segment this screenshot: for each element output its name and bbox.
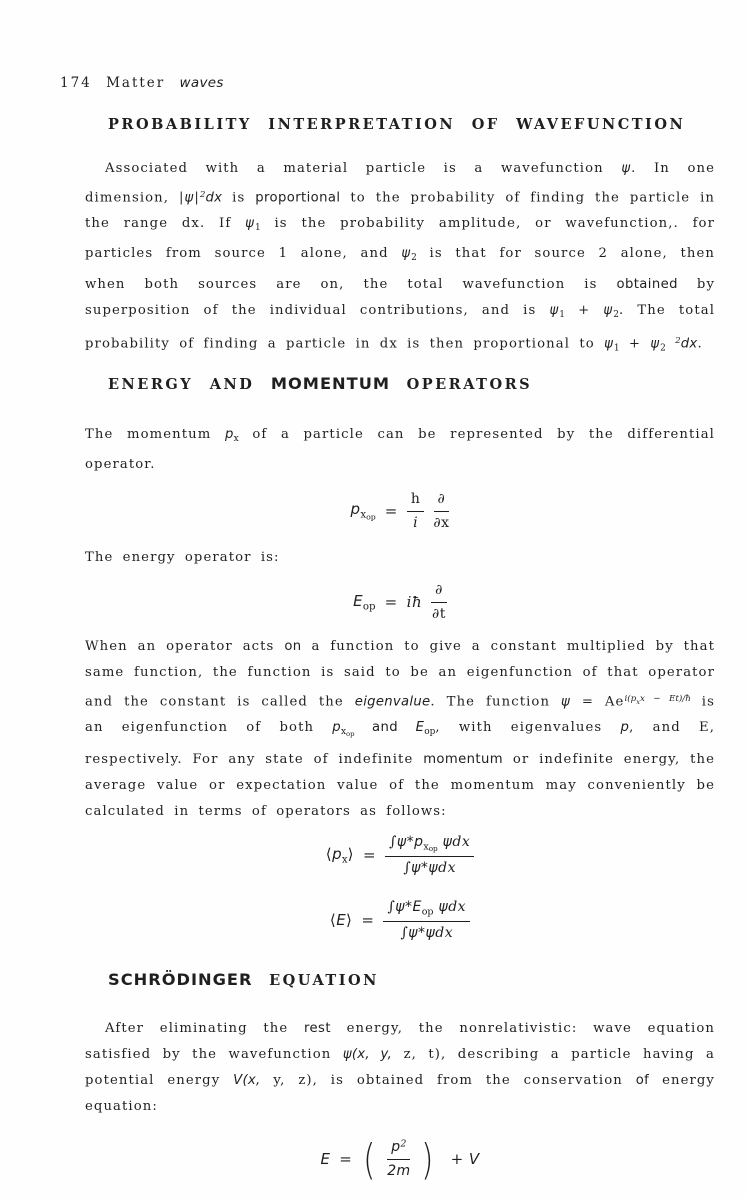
momentum-operator-equation — [85, 490, 715, 533]
fraction-partial-t — [431, 581, 447, 624]
fraction-partial-x — [433, 490, 449, 533]
equals-sign: = — [361, 910, 375, 929]
fraction-denominator: i — [413, 515, 419, 532]
paragraph-probability: Associated with a material particle is a wavefunction ψ. In one dimension, $|\psi|^2dx$ is proportional to the probability of finding the particle in the range dx. If $\psi_1$ is the probability amplitude, or wavefunction,. for particles from source 1 alone, and $\psi_2$ is that for source 2 alone, then when both sources are on, the total wavefunction is obtained by superposition of the individual contributions, and is $\psi_1 + \psi_2$. The total probability of finding a particle in dx is then proportional to $\psi_1 + \psi_2$ $^2$dx. — [85, 161, 716, 354]
momentum-expectation-equation — [85, 833, 715, 878]
fraction-denominator: 2m — [387, 1163, 411, 1180]
energy-operator-equation — [85, 581, 715, 624]
equation-lhs: E — [320, 1149, 331, 1168]
paragraph-eigenfunctions: When an operator acts on a function to give a constant multiplied by that same function, the function is said to be an eigenfunction of that operator and the constant is called the eigenvalue. The function $\psi = Ae^{i(p}x^{x - Et)/ħ}$ is an eigenfunction of both $p_{xop}$ and $E_{op}$, with eigenvalues p, and E, respectively. For any state of indefinite momentum or indefinite energy, the average value or expectation value of the momentum may conveniently be calculated in terms of operators as follows: — [85, 638, 715, 820]
section-heading-energy-momentum: ENERGY AND MOMENTUM OPERATORS — [108, 374, 533, 394]
fraction-numerator: $\int\psi*E_{op}$ ψdx — [383, 898, 470, 922]
equals-sign: = — [339, 1149, 353, 1168]
fraction-numerator: ∂ — [434, 490, 450, 512]
fraction-expectation-px — [385, 833, 474, 878]
energy-expectation-equation — [85, 898, 715, 943]
fraction-denominator: ∂t — [432, 606, 446, 623]
paragraph-schrodinger: After eliminating the rest energy, the nonrelativistic: wave equation satisfied by the wavefunction ψ(x, y, z, t), describing a particle having a potential energy V(x, y, z), is obtained from the conservation of energy equation: — [85, 1021, 715, 1115]
right-parenthesis: ) — [421, 1134, 435, 1184]
equals-sign: = — [384, 592, 398, 611]
fraction-denominator: ∂x — [433, 515, 450, 532]
fraction-numerator: h — [407, 490, 425, 512]
left-parenthesis: ( — [363, 1134, 377, 1184]
section-heading-probability: PROBABILITY INTERPRETATION OF WAVEFUNCTION — [108, 116, 686, 133]
running-head: 174 Matter waves — [60, 75, 224, 91]
equation-lhs: $E_{op}$ — [353, 591, 376, 613]
paragraph-momentum-operator: The momentum $p_x$ of a particle can be represented by the differential operator. — [85, 427, 715, 473]
equation-lhs: $p_{xop}$ — [350, 500, 376, 522]
energy-conservation-equation — [85, 1134, 715, 1184]
equation-lhs: $⟨p_x⟩$ — [325, 844, 354, 866]
plus-v-term: + V — [445, 1149, 480, 1168]
fraction-h-over-i — [407, 490, 425, 533]
fraction-numerator: ∂ — [431, 581, 447, 603]
equation-lhs: ⟨E⟩ — [329, 910, 353, 929]
fraction-numerator: $p^2$ — [387, 1138, 410, 1160]
fraction-p2-over-2m — [387, 1138, 410, 1181]
fraction-expectation-e — [383, 898, 470, 943]
equals-sign: = — [384, 502, 398, 521]
i-hbar-factor: iħ — [406, 592, 423, 611]
section-heading-schrodinger: SCHRÖDINGER EQUATION — [108, 970, 379, 990]
equals-sign: = — [363, 845, 377, 864]
fraction-denominator: ∫ψ*ψdx — [400, 925, 454, 942]
fraction-numerator: $\int\psi*p_{xop}$ ψdx — [385, 833, 474, 857]
fraction-denominator: ∫ψ*ψdx — [403, 860, 456, 877]
paragraph-energy-operator: The energy operator is: — [85, 550, 280, 566]
